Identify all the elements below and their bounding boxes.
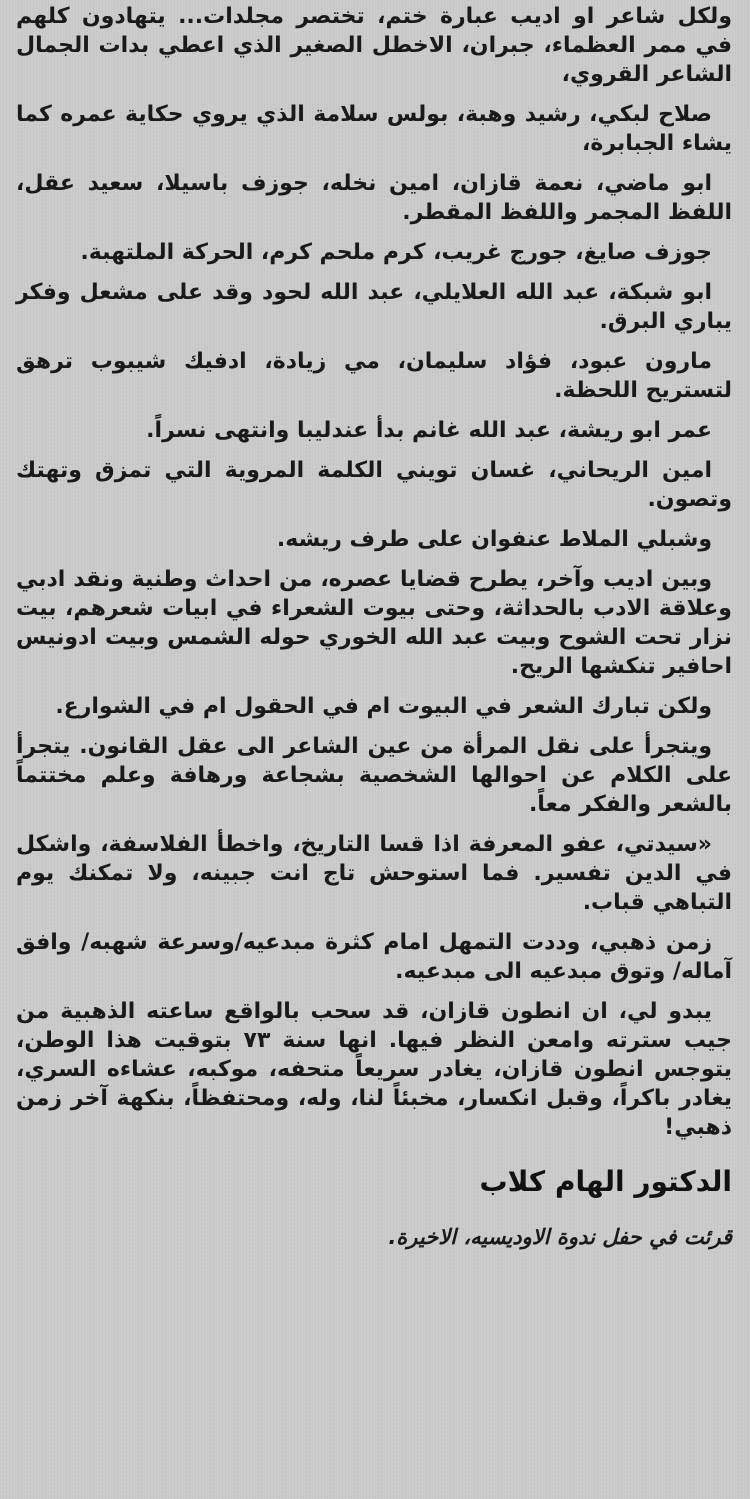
article-paragraph-10: وبين اديب وآخر، يطرح قضايا عصره، من احداث وطنية ونقد ادبي وعلاقة الادب بالحداثة، وحتى بيوت الشعراء في ابيات شعرهم، بيت نزار تحت الشوح وبيت عبد الله الخوري حوله الشمس وبيت ادونيس احافير تنكشها الريح. — [16, 567, 732, 679]
footnote: قرئت في حفل ندوة الاوديسيه، الاخيرة. — [388, 1225, 732, 1249]
article-paragraph-14: زمن ذهبي، وددت التمهل امام كثرة مبدعيه/وسرعة شهبه/ وافق آماله/ وتوق مبدعيه الى مبدعيه. — [16, 930, 732, 984]
article-paragraph-5: ابو شبكة، عبد الله العلايلي، عبد الله لحود وقد على مشعل وفكر يباري البرق. — [16, 280, 732, 334]
article-paragraph-9: وشبلي الملاط عنفوان على طرف ريشه. — [276, 527, 712, 552]
article-paragraph-11: ولكن تبارك الشعر في البيوت ام في الحقول ام في الشوارع. — [55, 694, 712, 719]
article-paragraph-1: ولكل شاعر او اديب عبارة ختم، تختصر مجلدات... يتهادون كلهم في ممر العظماء، جبران، الاخطل الصغير الذي اعطي بدات الجمال الشاعر القروي، — [16, 4, 732, 87]
article-column — [16, 2, 732, 1252]
article-paragraph-15: يبدو لي، ان انطون قازان، قد سحب بالواقع ساعته الذهبية من جيب سترته وامعن النظر فيها. انها سنة ٧٣ بتوقيت هذا الوطن، يتوجس انطون قازان، يغادر سريعاً متحفه، موكبه، عشاءه السري، يغادر باكراً، وقبل انكسار، مخبئاً لنا، وله، ومحتفظاً، بنكهة آخر زمن ذهبي! — [16, 999, 732, 1140]
article-paragraph-13: «سيدتي، عفو المعرفة اذا قسا التاريخ، واخطأ الفلاسفة، واشكل في الدين تفسير. فما استوحش تاج انت جبينه، ولا تمكنك يوم التباهي قباب. — [16, 832, 732, 915]
article-paragraph-2: صلاح لبكي، رشيد وهبة، بولس سلامة الذي يروي حكاية عمره كما يشاء الجبابرة، — [16, 102, 732, 156]
article-paragraph-3: ابو ماضي، نعمة قازان، امين نخله، جوزف باسيلا، سعيد عقل، اللفظ المجمر واللفظ المقطر. — [16, 171, 732, 225]
article-paragraph-7: عمر ابو ريشة، عبد الله غانم بدأ عندليبا وانتهى نسراً. — [146, 418, 712, 443]
article-paragraph-6: مارون عبود، فؤاد سليمان، مي زيادة، ادفيك شيبوب ترهق لتستريح اللحظة. — [16, 349, 732, 403]
author-signature: الدكتور الهام كلاب — [479, 1165, 732, 1198]
article-paragraph-12: ويتجرأ على نقل المرأة من عين الشاعر الى عقل القانون. يتجرأ على الكلام عن احوالها الشخصية بشجاعة ورهافة وعلم مختتماً بالشعر والفكر معاً. — [16, 734, 732, 817]
article-paragraph-8: امين الريحاني، غسان تويني الكلمة المروية التي تمزق وتهتك وتصون. — [16, 458, 732, 512]
article-paragraph-4: جوزف صايغ، جورج غريب، كرم ملحم كرم، الحركة الملتهبة. — [80, 240, 712, 265]
